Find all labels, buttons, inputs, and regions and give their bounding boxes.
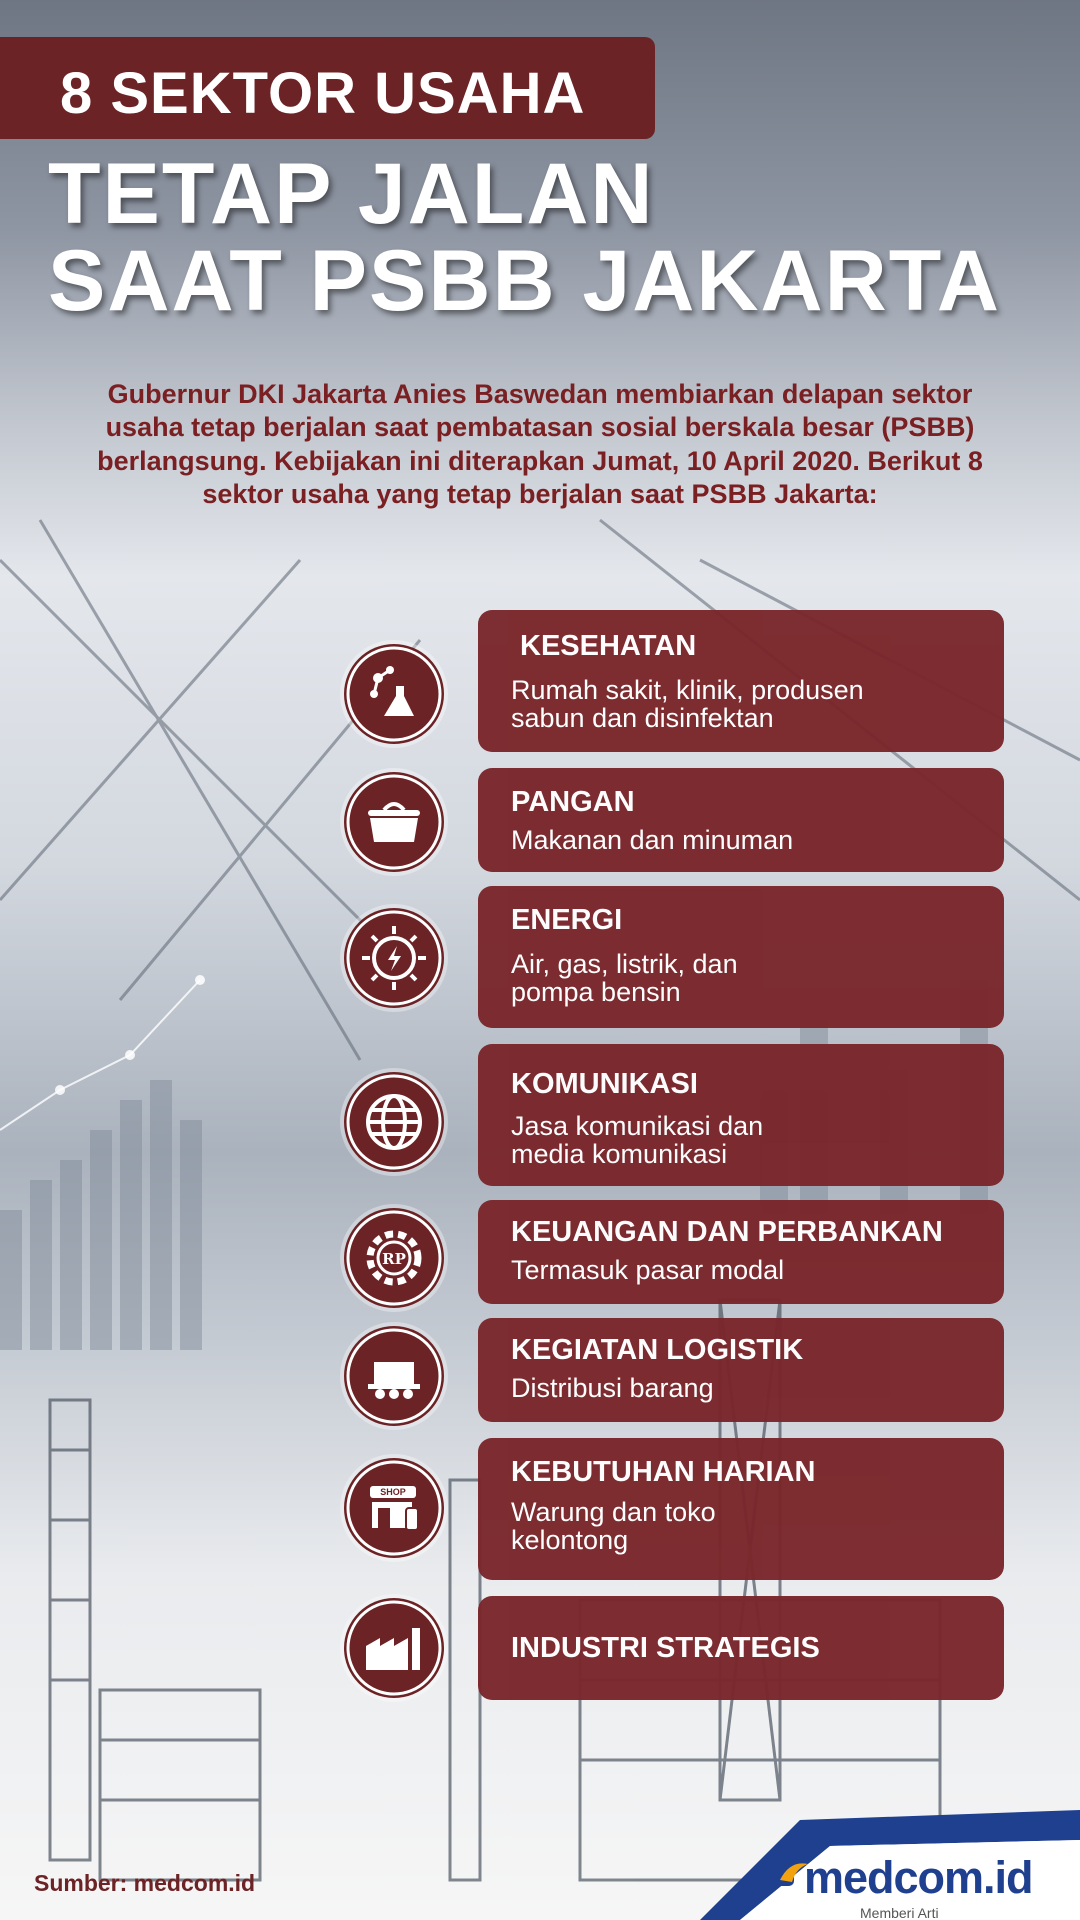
sector-card-energi — [478, 886, 1004, 1028]
sector-desc: Distribusi barang — [511, 1373, 714, 1403]
source-credit: Sumber: medcom.id — [34, 1870, 256, 1896]
page-title-line2: SAAT PSBB JAKARTA — [48, 233, 1001, 329]
sector-card-industri-strategis — [478, 1596, 1004, 1700]
sector-desc: Warung dan toko kelontong — [511, 1497, 716, 1556]
medcom-logo-text: medcom.id — [804, 1852, 1033, 1903]
sector-title: KEUANGAN DAN PERBANKAN — [511, 1216, 943, 1248]
sector-card-kebutuhan-harian — [478, 1438, 1004, 1580]
flask-molecule-icon — [344, 644, 444, 744]
globe-icon — [344, 1072, 444, 1172]
sector-title: KEBUTUHAN HARIAN — [511, 1456, 816, 1488]
sector-card-kesehatan — [478, 610, 1004, 752]
freight-cart-icon — [344, 1326, 444, 1426]
shop-icon — [344, 1458, 444, 1558]
sector-desc: Termasuk pasar modal — [511, 1255, 785, 1285]
sector-title: INDUSTRI STRATEGIS — [511, 1632, 820, 1664]
sector-desc: Air, gas, listrik, dan pompa bensin — [511, 949, 738, 1008]
rupiah-gear-icon — [344, 1208, 444, 1308]
sector-title: PANGAN — [511, 786, 635, 818]
lightning-sun-icon — [344, 908, 444, 1008]
sector-card-pangan — [478, 768, 1004, 872]
sector-desc: Rumah sakit, klinik, produsen sabun dan disinfektan — [511, 675, 864, 734]
sector-title: ENERGI — [511, 904, 623, 936]
sector-title: KEGIATAN LOGISTIK — [511, 1334, 804, 1366]
factory-icon — [344, 1598, 444, 1698]
sector-card-komunikasi — [478, 1044, 1004, 1186]
sector-desc: Makanan dan minuman — [511, 825, 794, 855]
sector-title: KOMUNIKASI — [511, 1068, 698, 1100]
cooking-pot-icon — [344, 772, 444, 872]
medcom-tagline: Memberi Arti — [860, 1905, 939, 1920]
shop-label: SHOP — [380, 1487, 406, 1497]
page-title-line1: TETAP JALAN — [48, 146, 655, 242]
sector-card-keuangan — [478, 1200, 1004, 1304]
sector-title: KESEHATAN — [520, 630, 697, 662]
intro-paragraph: Gubernur DKI Jakarta Anies Baswedan membiarkan delapan sektor usaha tetap berjalan saat pembatasan sosial berskala besar (PSBB) berlangsung. Kebijakan ini diterapkan Jumat, 10 April 2020. Berikut 8 sektor usaha yang tetap berjalan saat PSBB Jakarta: — [97, 379, 983, 510]
header-tag-text: 8 SEKTOR USAHA — [60, 61, 586, 126]
sector-desc: Jasa komunikasi dan media komunikasi — [511, 1111, 764, 1170]
rupiah-label: RP — [382, 1250, 406, 1268]
sector-card-logistik — [478, 1318, 1004, 1422]
